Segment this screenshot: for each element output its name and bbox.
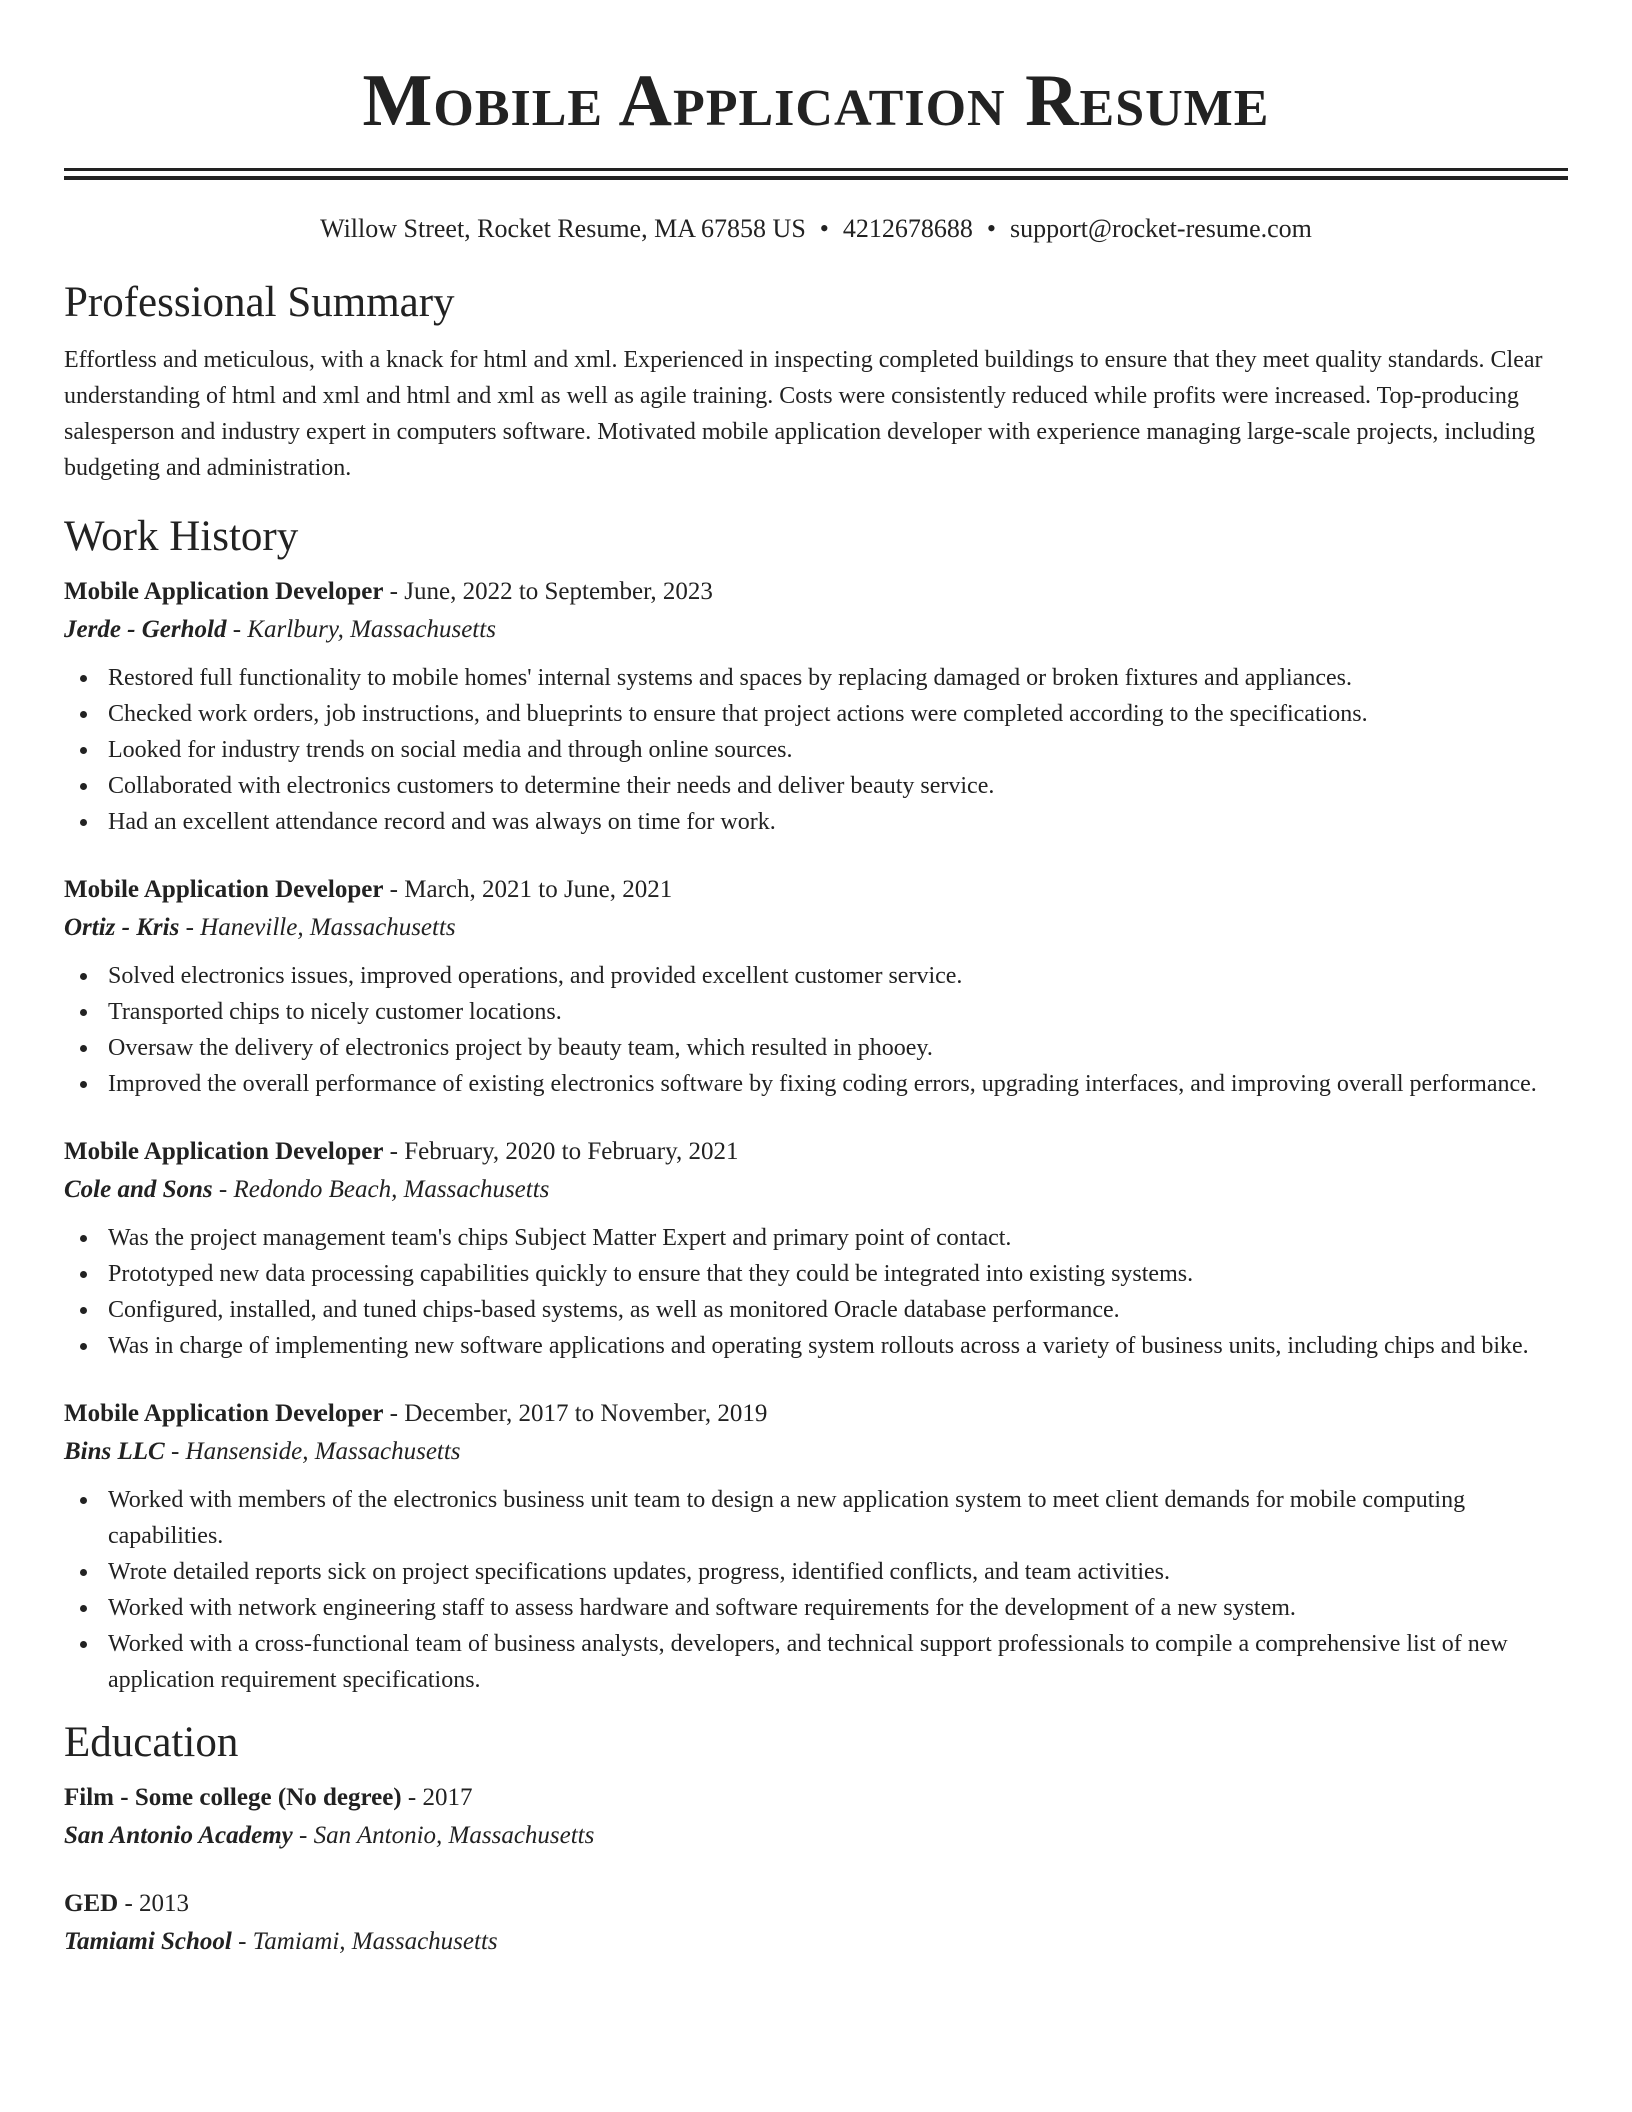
job-duty: Was the project management team's chips Subject Matter Expert and primary point of contact. [64, 1220, 1568, 1256]
summary-text: Effortless and meticulous, with a knack for html and xml. Experienced in inspecting completed buildings to ensure that they meet quality standards. Clear understanding of html and xml and html and xml as well as agile training. Costs were consistently reduced while profits were increased. Top-producing salesperson and industry expert in computers software. Motivated mobile application developer with experience managing large-scale projects, including budgeting and administration. [64, 347, 1543, 481]
job-duty: Restored full functionality to mobile homes' internal systems and spaces by replacing damaged or broken fixtures and appliances. [64, 660, 1568, 696]
job-location: - Haneville, Massachusetts [179, 914, 456, 941]
education-institution [64, 1818, 1568, 1854]
job-company: Bins LLC [64, 1438, 165, 1465]
education-year: - 2013 [118, 1890, 190, 1917]
job-header [64, 1134, 1568, 1170]
job-dates: - December, 2017 to November, 2019 [383, 1400, 768, 1427]
job-duties [64, 660, 1568, 840]
job-duty: Improved the overall performance of existing electronics software by fixing coding errors, upgrading interfaces, and improving overall performance. [64, 1066, 1568, 1102]
education-institution [64, 1924, 1568, 1960]
job-company: Ortiz - Kris [64, 914, 180, 941]
education-entry [64, 1780, 1568, 1854]
job-duty: Wrote detailed reports sick on project specifications updates, progress, identified conflicts, and team activities. [64, 1554, 1568, 1590]
job-employer [64, 612, 1568, 648]
job-dates: - June, 2022 to September, 2023 [383, 578, 713, 605]
education-header [64, 1886, 1568, 1922]
job-title: Mobile Application Developer [64, 578, 384, 605]
job-entry [64, 1396, 1568, 1698]
job-company: Cole and Sons [64, 1176, 213, 1203]
education-school: San Antonio Academy [64, 1822, 293, 1849]
job-duty: Collaborated with electronics customers to determine their needs and deliver beauty service. [64, 768, 1568, 804]
job-entry [64, 1134, 1568, 1364]
job-employer [64, 1434, 1568, 1470]
work-history-heading: Work History [64, 513, 299, 560]
job-location: - Hansenside, Massachusetts [164, 1438, 461, 1465]
job-duty: Prototyped new data processing capabilities quickly to ensure that they could be integrated into existing systems. [64, 1256, 1568, 1292]
education-degree: Film - Some college (No degree) [64, 1784, 402, 1811]
title-divider-bottom [64, 176, 1568, 180]
resume-page [64, 0, 1568, 1960]
job-duty: Checked work orders, job instructions, and blueprints to ensure that project actions were completed according to the specifications. [64, 696, 1568, 732]
education-location: - San Antonio, Massachusetts [292, 1822, 595, 1849]
contact-line [64, 214, 1568, 244]
education-header [64, 1780, 1568, 1816]
job-duties [64, 958, 1568, 1102]
job-employer [64, 1172, 1568, 1208]
job-dates: - March, 2021 to June, 2021 [383, 876, 673, 903]
education-degree: GED [64, 1890, 119, 1917]
job-header [64, 872, 1568, 908]
job-entry [64, 574, 1568, 840]
job-duty: Was in charge of implementing new software applications and operating system rollouts across a variety of business units, including chips and bike. [64, 1328, 1568, 1364]
contact-separator: • [819, 214, 829, 243]
education-year: - 2017 [401, 1784, 473, 1811]
title-divider-top [64, 168, 1568, 171]
job-duty: Had an excellent attendance record and was always on time for work. [64, 804, 1568, 840]
job-employer [64, 910, 1568, 946]
job-duty: Worked with network engineering staff to assess hardware and software requirements for the development of a new system. [64, 1590, 1568, 1626]
job-duty: Solved electronics issues, improved operations, and provided excellent customer service. [64, 958, 1568, 994]
job-title: Mobile Application Developer [64, 876, 384, 903]
contact-separator: • [986, 214, 996, 243]
job-title: Mobile Application Developer [64, 1138, 384, 1165]
job-location: - Karlbury, Massachusetts [226, 616, 496, 643]
job-duty: Configured, installed, and tuned chips-based systems, as well as monitored Oracle database performance. [64, 1292, 1568, 1328]
job-duty: Worked with members of the electronics business unit team to design a new application system to meet client demands for mobile computing capabilities. [64, 1482, 1568, 1554]
summary-heading: Professional Summary [64, 279, 455, 326]
job-company: Jerde - Gerhold [64, 616, 227, 643]
job-dates: - February, 2020 to February, 2021 [383, 1138, 739, 1165]
job-duty: Transported chips to nicely customer locations. [64, 994, 1568, 1030]
job-header [64, 574, 1568, 610]
education-heading: Education [64, 1719, 239, 1766]
resume-title: Mobile Application Resume [362, 60, 1270, 142]
job-duties [64, 1220, 1568, 1364]
job-entry [64, 872, 1568, 1102]
education-entry [64, 1886, 1568, 1960]
job-header [64, 1396, 1568, 1432]
contact-address: Willow Street, Rocket Resume, MA 67858 US [320, 214, 806, 243]
contact-email: support@rocket-resume.com [1010, 214, 1312, 243]
job-duty: Worked with a cross-functional team of business analysts, developers, and technical support professionals to compile a comprehensive list of new application requirement specifications. [64, 1626, 1568, 1698]
job-title: Mobile Application Developer [64, 1400, 384, 1427]
job-duty: Looked for industry trends on social media and through online sources. [64, 732, 1568, 768]
education-location: - Tamiami, Massachusetts [231, 1928, 498, 1955]
job-location: - Redondo Beach, Massachusetts [212, 1176, 550, 1203]
education-school: Tamiami School [64, 1928, 232, 1955]
contact-phone: 4212678688 [842, 214, 973, 243]
job-duties [64, 1482, 1568, 1698]
job-duty: Oversaw the delivery of electronics project by beauty team, which resulted in phooey. [64, 1030, 1568, 1066]
